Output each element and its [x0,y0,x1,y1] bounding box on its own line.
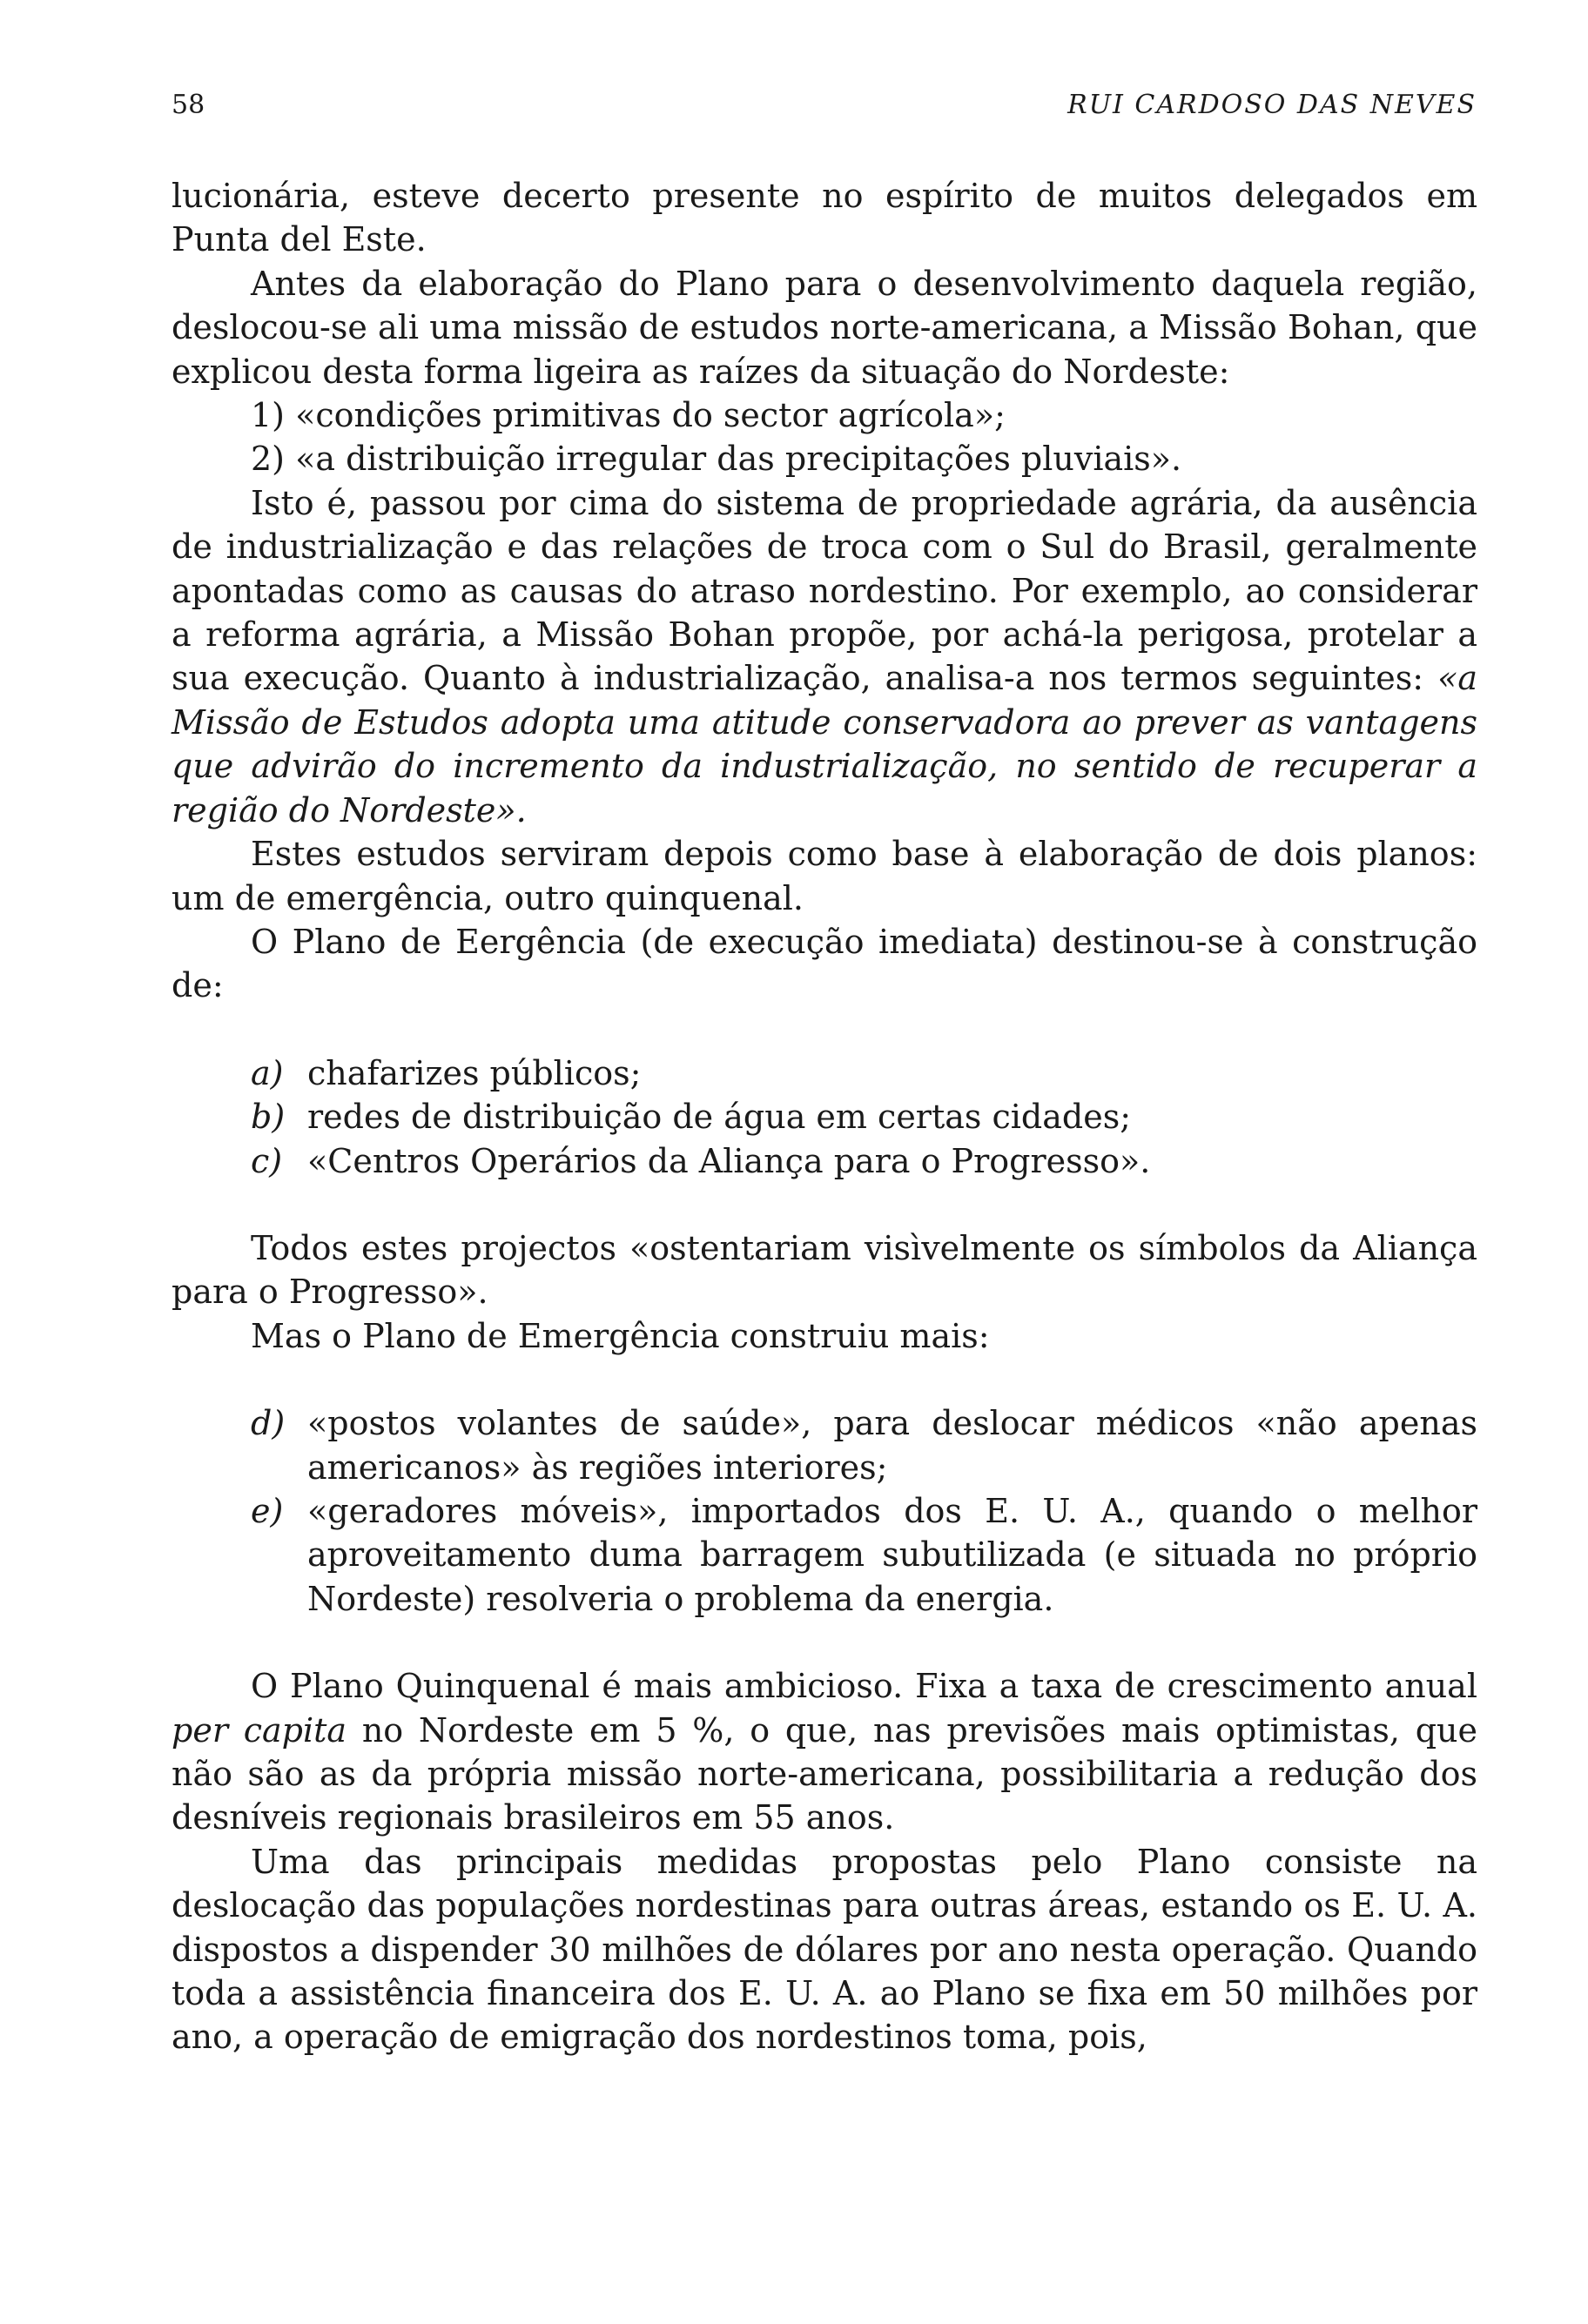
paragraph [172,481,1477,832]
page-header [172,90,1477,124]
paragraph: Antes da elaboração do Plano para o desenvolvimento daquela região, deslocou-se ali uma missão de estudos norte-americana, a Missão Bohan, que explicou desta forma ligeira as raízes da situação do Nordeste: [172,264,1477,391]
list-item-text: «postos volantes de saúde», para deslocar médicos «não apenas americanos» às regiões interiores; [307,1404,1477,1487]
causes-list [172,393,1477,481]
paragraph: Todos estes projectos «ostentariam visìvelmente os símbolos da Aliança para o Progresso». [172,1228,1477,1312]
paragraph [172,1664,1477,1840]
body-text [172,174,1477,2059]
list-item-text: redes de distribuição de água em certas cidades; [307,1098,1132,1137]
list-item [172,1489,1477,1621]
quotation: «a Missão de Estudos adopta uma atitude conservadora ao prever as vantagens que advirão do incremento da industrialização, no sentido de recuperar a região do Nordeste». [172,659,1477,830]
list-item-text: chafarizes públicos; [307,1053,642,1092]
list-marker: b) [251,1098,286,1137]
emphasis: per capita [172,1710,347,1750]
paragraph: Uma das principais medidas propostas pelo Plano consiste na deslocação das populações nordestinas para outras áreas, estando os E. U. A. dispostos a dispender 30 milhões de dólares por ano nesta operação. Quando toda a assistência financeira dos E. U. A. ao Plano se fixa em 50 milhões por ano, a operação de emigração dos nordestinos toma, pois, [172,1842,1477,2057]
paragraph: O Plano de Eergência (de execução imediata) destinou-se à construção de: [172,922,1477,1005]
paragraph: lucionária, esteve decerto presente no espírito de muitos delegados em Punta del Este. [172,177,1477,259]
list-item: 1) «condições primitivas do sector agrícola»; [251,396,1006,435]
paragraph-text: no Nordeste em 5 %, o que, nas previsões mais optimistas, que não são as da própria missão norte-americana, possibilitaria a redução dos desníveis regionais brasileiros em 55 anos. [172,1710,1477,1837]
list-item [172,1401,1477,1489]
paragraph-text: Isto é, passou por cima do sistema de propriedade agrária, da ausência de industrialização e das relações de troca com o Sul do Brasil, geralmente apontadas como as causas do atraso nordestino. Por exemplo, ao considerar a reforma agrária, a Missão Bohan propõe, por achá-la perigosa, protelar a sua execução. Quanto à industrialização, analisa-a nos termos seguintes: [172,483,1477,698]
list-marker: e) [251,1491,284,1530]
list-marker: d) [251,1404,286,1443]
emergency-list [172,1051,1477,1183]
emergency-list-continued [172,1401,1477,1621]
list-item-text: «geradores móveis», importados dos E. U. A., quando o melhor aproveitamento duma barragem subutilizada (e situada no próprio Nordeste) resolveria o problema da energia. [307,1491,1477,1618]
list-item: 2) «a distribuição irregular das precipitações pluviais». [251,440,1182,479]
paragraph: Mas o Plano de Emergência construiu mais: [251,1316,990,1355]
list-marker: c) [251,1141,283,1180]
paragraph: Estes estudos serviram depois como base à elaboração de dois planos: um de emergência, outro quinquenal. [172,835,1477,917]
list-item [172,1095,1477,1138]
list-marker: a) [251,1053,284,1092]
paragraph-text: O Plano Quinquenal é mais ambicioso. Fixa a taxa de crescimento anual [251,1667,1477,1706]
running-head: RUI CARDOSO DAS NEVES [1067,90,1477,120]
list-item-text: «Centros Operários da Aliança para o Progresso». [307,1141,1151,1180]
list-item [172,1051,1477,1095]
list-item [172,1139,1477,1183]
page-number: 58 [172,90,205,120]
